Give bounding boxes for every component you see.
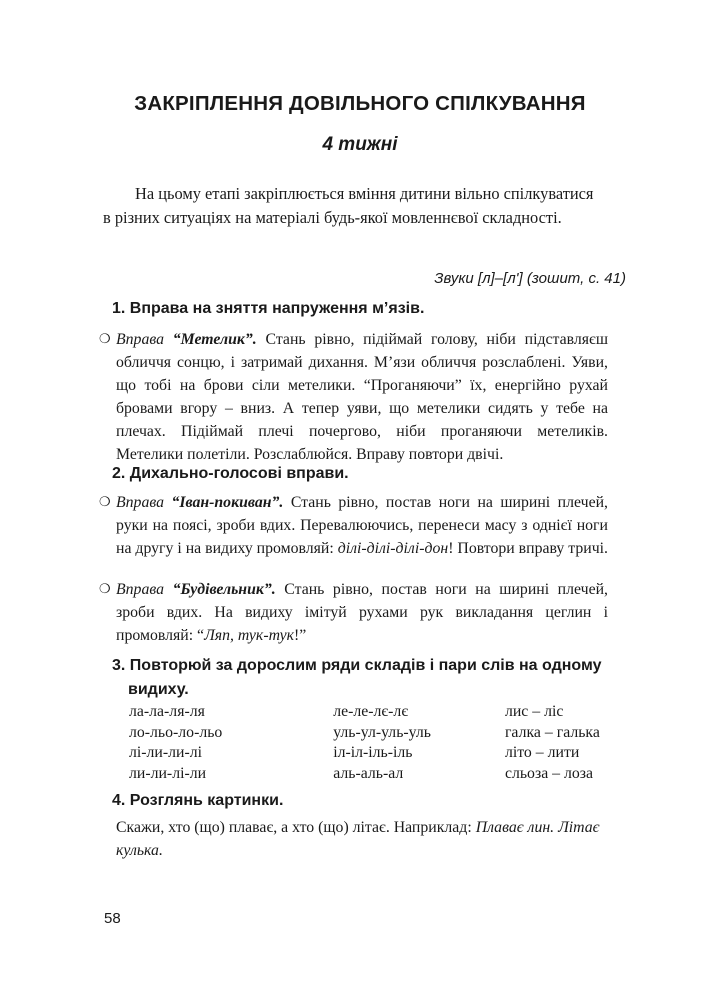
exercise-prefix: Вправа: [116, 331, 173, 348]
word-pair-cell: лис – ліс: [504, 703, 564, 720]
intro-paragraph: [103, 182, 623, 230]
syllable-cell: ла-ла-ля-ля: [129, 703, 205, 720]
task-3-heading: [112, 654, 632, 702]
exercise-metelyk: [99, 328, 608, 466]
task-3-heading-line-1: 3. Повторюй за дорослим ряди складів і пари слів на одному: [112, 657, 602, 674]
exercise-name: “Іван-покиван”.: [171, 494, 284, 511]
syllable-table: [129, 702, 629, 784]
syllable-cell: уль-ул-уль-уль: [333, 723, 431, 741]
exercise-text: Стань рівно, постав ноги на ширині плечей, зроби вдих. На видиху імітуй рухами рук викладання цеглин і промовляй: “: [116, 581, 608, 644]
word-pair-cell: літо – лити: [504, 744, 580, 761]
exercise-text-end: ! Повтори вправу тричі.: [448, 540, 608, 557]
exercise-prefix: Вправа: [116, 494, 172, 511]
task-4-instruction: Скажи, хто (що) плаває, а хто (що) літає. Наприклад:: [116, 819, 476, 836]
syllable-cell: аль-аль-ал: [333, 764, 404, 782]
page-title: ЗАКРІПЛЕННЯ ДОВІЛЬНОГО СПІЛКУВАННЯ: [134, 92, 586, 115]
exercise-prefix: Вправа: [116, 581, 173, 598]
task-4-example: Плаває лин. Літає кулька.: [116, 819, 600, 859]
table-row: [129, 723, 629, 744]
exercise-budivelnyk: [99, 578, 608, 647]
task-4-heading: 4. Розглянь картинки.: [112, 792, 284, 809]
circle-bullet-icon: ❍: [99, 495, 111, 510]
word-pair-cell: сльоза – лоза: [504, 764, 594, 782]
word-pair-cell: галка – галька: [504, 723, 600, 741]
circle-bullet-icon: ❍: [99, 582, 111, 597]
table-row: [129, 702, 629, 723]
task-2-heading: 2. Дихально-голосові вправи.: [112, 465, 349, 482]
syllable-cell: ли-ли-лі-ли: [129, 764, 207, 782]
intro-line-2: в різних ситуаціях на матеріалі будь-якої мовленнєвої складності.: [103, 208, 562, 227]
exercise-phrase: Ляп, тук-тук: [204, 627, 294, 644]
syllable-cell: ло-льо-ло-льо: [129, 723, 223, 741]
syllable-cell: лі-ли-ли-лі: [129, 744, 202, 761]
sounds-reference: Звуки [л]–[л'] (зошит, с. 41): [434, 270, 626, 287]
syllable-cell: ле-ле-лє-лє: [333, 703, 409, 720]
table-row: [129, 743, 629, 764]
table-row: [129, 764, 629, 785]
syllable-cell: іл-іл-іль-іль: [333, 744, 413, 761]
exercise-text: Стань рівно, підіймай голову, ніби підставляєш обличчя сонцю, і затримай дихання. М’язи обличчя розслаблені. Уяви, що тобі на брови сіли метелики. “Проганяючи” їх, енергійно рухай бровами вгору – вниз. А тепер уяви, що метелики сидять у тебе на плечах. Підіймай плечі почергово, ніби проганяючи метеликів. Метелики полетіли. Розслаблюйся. Вправу повтори двічі.: [116, 331, 608, 463]
exercise-phrase: ділі-ділі-ділі-дон: [337, 540, 449, 557]
page-number: 58: [104, 910, 121, 927]
duration-subtitle: 4 тижні: [322, 134, 398, 155]
exercise-name: “Метелик”.: [172, 331, 257, 348]
exercise-name: “Будівельник”.: [172, 581, 276, 598]
exercise-text: Стань рівно, постав ноги на ширині плечей, руки на поясі, зроби вдих. Перевалюючись, перенеси масу з однієї ноги на другу і на видиху промовляй:: [116, 494, 608, 557]
task-3-heading-line-2: видиху.: [128, 681, 189, 698]
task-1-heading: 1. Вправа на зняття напруження м’язів.: [112, 300, 425, 317]
task-4-text: [116, 816, 616, 862]
exercise-text-end: !”: [294, 627, 307, 644]
exercise-ivan-pokyvan: [99, 491, 608, 560]
intro-line-1: На цьому етапі закріплюється вміння дитини вільно спілкуватися: [135, 184, 594, 203]
circle-bullet-icon: ❍: [99, 332, 111, 347]
